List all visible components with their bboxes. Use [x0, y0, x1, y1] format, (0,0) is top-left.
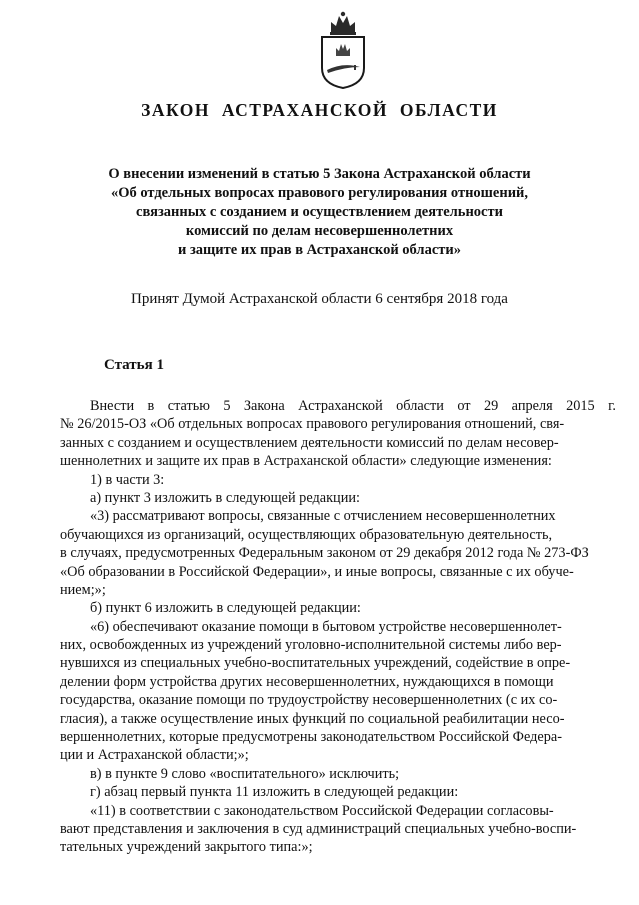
body-line: б) пункт 6 изложить в следующей редакции: — [90, 600, 361, 617]
article-heading: Статья 1 — [104, 357, 164, 373]
body-line: «3) рассматривают вопросы, связанные с отчислением несовершеннолетних — [90, 508, 556, 525]
body-line: 1) в части 3: — [90, 471, 165, 488]
law-subtitle — [0, 165, 639, 260]
subtitle-line: связанных с созданием и осуществлением деятельности — [136, 204, 503, 220]
body-line: нием;»; — [60, 581, 106, 598]
body-line: тательных учреждений закрытого типа:»; — [60, 839, 313, 856]
law-title: ЗАКОН АСТРАХАНСКОЙ ОБЛАСТИ — [141, 100, 498, 120]
body-line: вают представления и заключения в суд администраций специальных учебно-воспи- — [60, 820, 577, 837]
body-line: обучающихся из организаций, осуществляющих образовательную деятельность, — [60, 526, 553, 543]
body-word: 5 — [223, 398, 231, 414]
body-line: в случаях, предусмотренных Федеральным законом от 29 декабря 2012 года № 273-ФЗ — [60, 545, 589, 562]
body-line: делении форм устройства других несовершеннолетних, нуждающихся в помощи — [60, 673, 554, 690]
body-line: а) пункт 3 изложить в следующей редакции: — [90, 489, 360, 506]
body-line: государства, оказание помощи по трудоустройству несовершеннолетних (с их со- — [60, 692, 558, 709]
body-line: в) в пункте 9 слово «воспитательного» исключить; — [90, 765, 400, 782]
body-word: 29 — [483, 398, 499, 414]
body-line: занных с созданием и осуществлением деятельности комиссий по делам несовер- — [60, 434, 559, 451]
body-line: них, освобожденных из учреждений уголовно-исполнительной системы либо вер- — [60, 637, 562, 654]
body-line — [60, 397, 616, 415]
coat-of-arms-icon — [318, 10, 368, 90]
body-line: «6) обеспечивают оказание помощи в бытовом устройстве несовершеннолет- — [90, 618, 562, 635]
body-word: 2015 — [566, 398, 595, 414]
body-line: «Об образовании в Российской Федерации», и иные вопросы, связанные с их обуче- — [60, 563, 574, 580]
body-word: от — [457, 398, 471, 414]
body-word: в — [147, 398, 155, 414]
body-line: г) абзац первый пункта 11 изложить в следующей редакции: — [90, 784, 459, 801]
body-line: «11) в соответствии с законодательством Российской Федерации согласовы- — [90, 802, 554, 819]
body-line: № 26/2015-ОЗ «Об отдельных вопросах правового регулирования отношений, свя- — [60, 416, 565, 433]
body-word: области — [396, 398, 444, 414]
body-line: нувшихся из специальных учебно-воспитательных учреждений, содействие в опре- — [60, 655, 571, 672]
subtitle-line: и защите их прав в Астраханской области» — [178, 242, 461, 258]
subtitle-line: О внесении изменений в статью 5 Закона Астраханской области — [108, 166, 531, 182]
body-word: Закона — [243, 398, 285, 414]
body-line: гласия), а также осуществление иных функций по социальной реабилитации несо- — [60, 710, 565, 727]
article-body — [60, 397, 616, 857]
body-word: Астраханской — [298, 398, 383, 414]
subtitle-line: «Об отдельных вопросах правового регулирования отношений, — [110, 185, 529, 201]
body-word: апреля — [511, 398, 553, 414]
body-line: шеннолетних и защите их прав в Астраханской области» следующие изменения: — [60, 453, 552, 470]
subtitle-line: комиссий по делам несовершеннолетних — [185, 223, 454, 239]
adoption-note: Принят Думой Астраханской области 6 сентября 2018 года — [131, 291, 508, 307]
body-line: вершеннолетних, которые предусмотрены законодательством Российской Федера- — [60, 729, 562, 746]
body-word: Внести — [90, 398, 135, 414]
body-line: ции и Астраханской области;»; — [60, 747, 249, 764]
body-word: г. — [608, 398, 616, 414]
body-word: статью — [167, 398, 210, 414]
